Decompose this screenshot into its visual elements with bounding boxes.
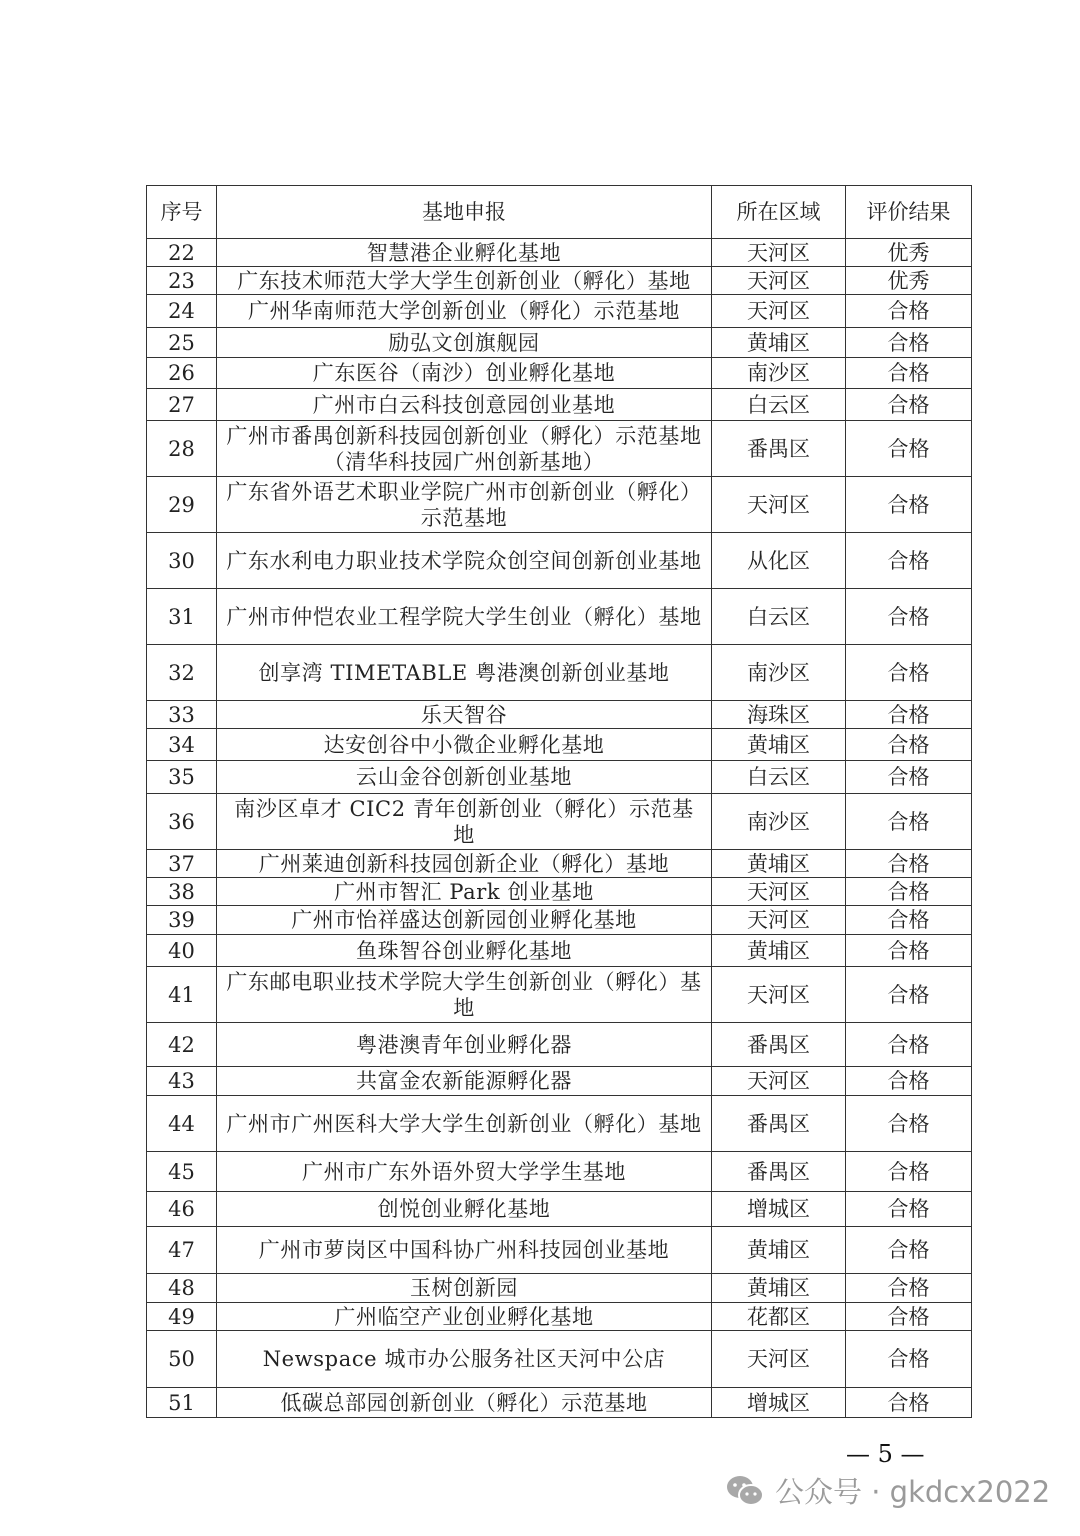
base-name: 广东省外语艺术职业学院广州市创新创业（孵化）示范基地 bbox=[217, 477, 712, 533]
row-number: 38 bbox=[147, 878, 217, 906]
base-name: 玉树创新园 bbox=[217, 1274, 712, 1303]
evaluation-result: 合格 bbox=[846, 1023, 972, 1067]
evaluation-result: 合格 bbox=[846, 328, 972, 358]
table-row bbox=[147, 239, 972, 267]
evaluation-result: 合格 bbox=[846, 878, 972, 906]
row-number: 39 bbox=[147, 906, 217, 935]
page-number: — 5 — bbox=[846, 1440, 925, 1468]
base-name: 南沙区卓才 CIC2 青年创新创业（孵化）示范基地 bbox=[217, 794, 712, 850]
evaluation-result: 合格 bbox=[846, 477, 972, 533]
evaluation-result: 合格 bbox=[846, 761, 972, 794]
watermark-text: 公众号 · gkdcx2022 bbox=[775, 1475, 1051, 1509]
base-name: 广州市白云科技创意园创业基地 bbox=[217, 389, 712, 421]
base-name: 广州市广州医科大学大学生创新创业（孵化）基地 bbox=[217, 1096, 712, 1152]
watermark bbox=[725, 1470, 1050, 1511]
district: 番禺区 bbox=[712, 421, 846, 477]
district: 黄埔区 bbox=[712, 1274, 846, 1303]
row-number: 27 bbox=[147, 389, 217, 421]
wechat-icon bbox=[725, 1474, 765, 1508]
table-row bbox=[147, 1096, 972, 1152]
district: 天河区 bbox=[712, 906, 846, 935]
district: 天河区 bbox=[712, 477, 846, 533]
table-row bbox=[147, 729, 972, 761]
table-row bbox=[147, 295, 972, 328]
evaluation-result: 合格 bbox=[846, 358, 972, 389]
district: 黄埔区 bbox=[712, 1227, 846, 1274]
base-name: 达安创谷中小微企业孵化基地 bbox=[217, 729, 712, 761]
district: 天河区 bbox=[712, 1067, 846, 1096]
evaluation-result: 合格 bbox=[846, 589, 972, 645]
table-row bbox=[147, 935, 972, 967]
district: 从化区 bbox=[712, 533, 846, 589]
row-number: 36 bbox=[147, 794, 217, 850]
district: 天河区 bbox=[712, 1331, 846, 1388]
row-number: 35 bbox=[147, 761, 217, 794]
district: 增城区 bbox=[712, 1192, 846, 1227]
base-name: 广东医谷（南沙）创业孵化基地 bbox=[217, 358, 712, 389]
base-name: 广州市广东外语外贸大学学生基地 bbox=[217, 1152, 712, 1192]
district: 天河区 bbox=[712, 295, 846, 328]
base-name: 广州临空产业创业孵化基地 bbox=[217, 1303, 712, 1331]
district: 番禺区 bbox=[712, 1096, 846, 1152]
district: 天河区 bbox=[712, 267, 846, 295]
base-name: 共富金农新能源孵化器 bbox=[217, 1067, 712, 1096]
header-number: 序号 bbox=[147, 186, 217, 239]
row-number: 49 bbox=[147, 1303, 217, 1331]
table-row bbox=[147, 645, 972, 701]
row-number: 31 bbox=[147, 589, 217, 645]
row-number: 51 bbox=[147, 1388, 217, 1418]
evaluation-result: 优秀 bbox=[846, 267, 972, 295]
base-name: 广州莱迪创新科技园创新企业（孵化）基地 bbox=[217, 850, 712, 878]
row-number: 42 bbox=[147, 1023, 217, 1067]
table-row bbox=[147, 1274, 972, 1303]
evaluation-result: 合格 bbox=[846, 729, 972, 761]
evaluation-result: 合格 bbox=[846, 1067, 972, 1096]
row-number: 34 bbox=[147, 729, 217, 761]
base-name: 创悦创业孵化基地 bbox=[217, 1192, 712, 1227]
table-row bbox=[147, 1303, 972, 1331]
district: 天河区 bbox=[712, 967, 846, 1023]
table-row bbox=[147, 761, 972, 794]
evaluation-result: 合格 bbox=[846, 1227, 972, 1274]
evaluation-result: 合格 bbox=[846, 1096, 972, 1152]
district: 黄埔区 bbox=[712, 328, 846, 358]
row-number: 22 bbox=[147, 239, 217, 267]
evaluation-result: 合格 bbox=[846, 1331, 972, 1388]
row-number: 32 bbox=[147, 645, 217, 701]
row-number: 47 bbox=[147, 1227, 217, 1274]
evaluation-result: 优秀 bbox=[846, 239, 972, 267]
base-name: 云山金谷创新创业基地 bbox=[217, 761, 712, 794]
evaluation-result: 合格 bbox=[846, 389, 972, 421]
table-row bbox=[147, 794, 972, 850]
base-name: 鱼珠智谷创业孵化基地 bbox=[217, 935, 712, 967]
district: 天河区 bbox=[712, 239, 846, 267]
table-row bbox=[147, 389, 972, 421]
row-number: 40 bbox=[147, 935, 217, 967]
row-number: 26 bbox=[147, 358, 217, 389]
table-row bbox=[147, 358, 972, 389]
header-base-name: 基地申报 bbox=[217, 186, 712, 239]
evaluation-result: 合格 bbox=[846, 1388, 972, 1418]
district: 白云区 bbox=[712, 389, 846, 421]
base-name: 粤港澳青年创业孵化器 bbox=[217, 1023, 712, 1067]
table-row bbox=[147, 477, 972, 533]
base-name: 广东邮电职业技术学院大学生创新创业（孵化）基地 bbox=[217, 967, 712, 1023]
base-name: 乐天智谷 bbox=[217, 701, 712, 729]
district: 黄埔区 bbox=[712, 850, 846, 878]
district: 南沙区 bbox=[712, 358, 846, 389]
evaluation-result: 合格 bbox=[846, 421, 972, 477]
table-row bbox=[147, 267, 972, 295]
table-row bbox=[147, 878, 972, 906]
evaluation-result: 合格 bbox=[846, 1152, 972, 1192]
district: 海珠区 bbox=[712, 701, 846, 729]
district: 番禺区 bbox=[712, 1152, 846, 1192]
table-row bbox=[147, 421, 972, 477]
base-name: 广东技术师范大学大学生创新创业（孵化）基地 bbox=[217, 267, 712, 295]
base-name: 低碳总部园创新创业（孵化）示范基地 bbox=[217, 1388, 712, 1418]
table-row bbox=[147, 1331, 972, 1388]
table-row bbox=[147, 850, 972, 878]
base-name: 广东水利电力职业技术学院众创空间创新创业基地 bbox=[217, 533, 712, 589]
table-row bbox=[147, 1192, 972, 1227]
row-number: 45 bbox=[147, 1152, 217, 1192]
district: 白云区 bbox=[712, 589, 846, 645]
evaluation-result: 合格 bbox=[846, 1192, 972, 1227]
base-name: 广州市仲恺农业工程学院大学生创业（孵化）基地 bbox=[217, 589, 712, 645]
table-row bbox=[147, 1152, 972, 1192]
district: 黄埔区 bbox=[712, 729, 846, 761]
evaluation-result: 合格 bbox=[846, 850, 972, 878]
evaluation-table bbox=[146, 185, 972, 1418]
table-row bbox=[147, 906, 972, 935]
district: 白云区 bbox=[712, 761, 846, 794]
table-row bbox=[147, 1067, 972, 1096]
row-number: 33 bbox=[147, 701, 217, 729]
row-number: 30 bbox=[147, 533, 217, 589]
district: 黄埔区 bbox=[712, 935, 846, 967]
base-name: Newspace 城市办公服务社区天河中公店 bbox=[217, 1331, 712, 1388]
row-number: 25 bbox=[147, 328, 217, 358]
table-row bbox=[147, 1227, 972, 1274]
evaluation-result: 合格 bbox=[846, 935, 972, 967]
district: 花都区 bbox=[712, 1303, 846, 1331]
evaluation-result: 合格 bbox=[846, 645, 972, 701]
table-row bbox=[147, 701, 972, 729]
table-row bbox=[147, 967, 972, 1023]
row-number: 23 bbox=[147, 267, 217, 295]
row-number: 24 bbox=[147, 295, 217, 328]
table-row bbox=[147, 1023, 972, 1067]
row-number: 50 bbox=[147, 1331, 217, 1388]
row-number: 48 bbox=[147, 1274, 217, 1303]
base-name: 创享湾 TIMETABLE 粤港澳创新创业基地 bbox=[217, 645, 712, 701]
evaluation-result: 合格 bbox=[846, 794, 972, 850]
district: 番禺区 bbox=[712, 1023, 846, 1067]
evaluation-result: 合格 bbox=[846, 967, 972, 1023]
evaluation-result: 合格 bbox=[846, 533, 972, 589]
base-name: 广州市番禺创新科技园创新创业（孵化）示范基地（清华科技园广州创新基地） bbox=[217, 421, 712, 477]
base-name: 广州华南师范大学创新创业（孵化）示范基地 bbox=[217, 295, 712, 328]
evaluation-result: 合格 bbox=[846, 1303, 972, 1331]
evaluation-result: 合格 bbox=[846, 906, 972, 935]
evaluation-result: 合格 bbox=[846, 701, 972, 729]
evaluation-result: 合格 bbox=[846, 1274, 972, 1303]
base-name: 励弘文创旗舰园 bbox=[217, 328, 712, 358]
header-result: 评价结果 bbox=[846, 186, 972, 239]
district: 南沙区 bbox=[712, 794, 846, 850]
row-number: 28 bbox=[147, 421, 217, 477]
row-number: 29 bbox=[147, 477, 217, 533]
table-row bbox=[147, 589, 972, 645]
table-header-row bbox=[147, 186, 972, 239]
row-number: 44 bbox=[147, 1096, 217, 1152]
base-name: 智慧港企业孵化基地 bbox=[217, 239, 712, 267]
table-row bbox=[147, 533, 972, 589]
district: 南沙区 bbox=[712, 645, 846, 701]
row-number: 41 bbox=[147, 967, 217, 1023]
evaluation-result: 合格 bbox=[846, 295, 972, 328]
row-number: 46 bbox=[147, 1192, 217, 1227]
table-row bbox=[147, 1388, 972, 1418]
base-name: 广州市怡祥盛达创新园创业孵化基地 bbox=[217, 906, 712, 935]
base-name: 广州市萝岗区中国科协广州科技园创业基地 bbox=[217, 1227, 712, 1274]
row-number: 37 bbox=[147, 850, 217, 878]
header-district: 所在区域 bbox=[712, 186, 846, 239]
base-name: 广州市智汇 Park 创业基地 bbox=[217, 878, 712, 906]
table-row bbox=[147, 328, 972, 358]
district: 增城区 bbox=[712, 1388, 846, 1418]
row-number: 43 bbox=[147, 1067, 217, 1096]
district: 天河区 bbox=[712, 878, 846, 906]
